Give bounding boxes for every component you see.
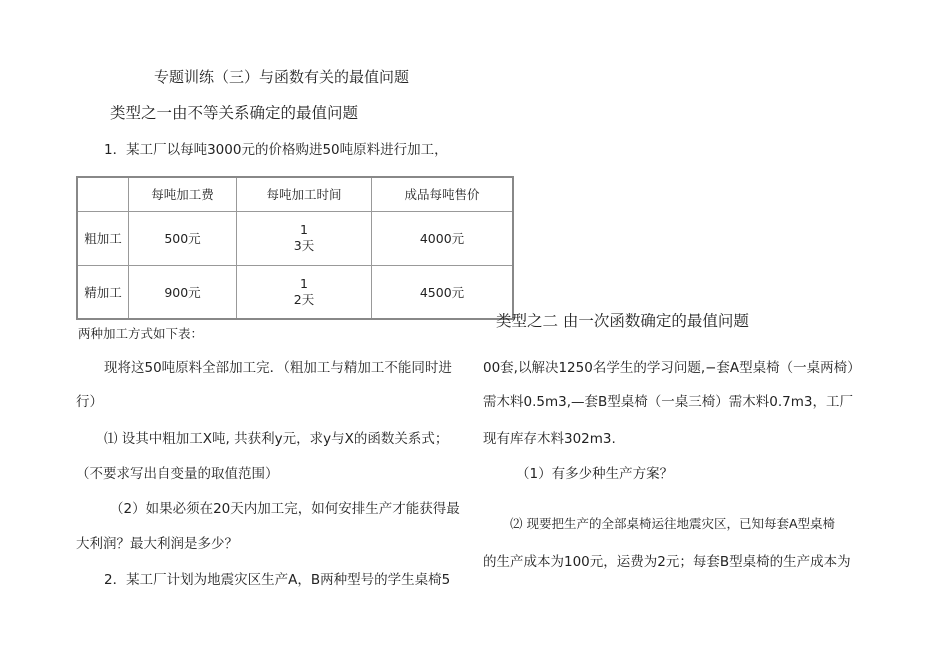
processing-table (76, 176, 514, 320)
table-cell-price: 4000元 (372, 211, 514, 265)
problem2-question2-line: ⑵ 现要把生产的全部桌椅运往地震灾区，已知每套A型桌椅 (510, 516, 836, 531)
table-header-row (77, 177, 513, 211)
section1-heading: 类型之一由不等关系确定的最值问题 (110, 104, 359, 122)
table-cell-fee: 500元 (129, 211, 237, 265)
question1-line: ⑴ 设其中粗加工X吨, 共获利y元，求y与X的函数关系式； (104, 431, 449, 447)
fraction-numerator: 1 (300, 222, 308, 237)
table-cell-time (237, 265, 372, 319)
question2-line: （2）如果必须在20天内加工完，如何安排生产才能获得最 (110, 501, 460, 517)
problem2-text-line: 2．某工厂计划为地震灾区生产A，B两种型号的学生桌椅5 (104, 572, 451, 588)
fraction (294, 276, 314, 308)
fraction-denominator: 2天 (293, 291, 315, 307)
table-row (77, 265, 513, 319)
table-header-cell (77, 177, 129, 211)
table-cell-time (237, 211, 372, 265)
section2-heading: 类型之二 由一次函数确定的最值问题 (496, 312, 749, 330)
table-caption: 两种加工方式如下表： (78, 326, 204, 341)
table-cell-fee: 900元 (129, 265, 237, 319)
table-cell-price: 4500元 (372, 265, 514, 319)
problem1-text-line: 现将这50吨原料全部加工完．（粗加工与精加工不能同时进 (104, 360, 452, 376)
problem2-text-line: 需木料0.5m3,—套B型桌椅（一桌三椅）需木料0.7m3，工厂 (483, 394, 853, 410)
problem2-question1: （1）有多少种生产方案？ (516, 466, 674, 482)
problem1-text-line: 行） (76, 394, 103, 410)
question1-line: （不要求写出自变量的取值范围） (76, 466, 279, 482)
problem2-text-line: 现有库存木料302m3. (483, 431, 616, 447)
table-cell-method: 粗加工 (77, 211, 129, 265)
table-cell-method: 精加工 (77, 265, 129, 319)
fraction-denominator: 3天 (293, 238, 315, 253)
fraction (294, 222, 314, 254)
table-header-cell: 成品每吨售价 (372, 177, 514, 211)
problem1-intro: 1．某工厂以每吨3000元的价格购进50吨原料进行加工， (104, 142, 448, 158)
table-header-cell: 每吨加工费 (129, 177, 237, 211)
page-title: 专题训练（三）与函数有关的最值问题 (154, 68, 410, 86)
problem2-question2-line: 的生产成本为100元，运费为2元；每套B型桌椅的生产成本为 (483, 554, 851, 570)
problem2-text-line: 00套,以解决1250名学生的学习问题,−套A型桌椅（一桌两椅） (483, 360, 861, 376)
table-header-cell: 每吨加工时间 (237, 177, 372, 211)
fraction-numerator: 1 (300, 275, 308, 291)
table-row (77, 211, 513, 265)
question2-line: 大利润？最大利润是多少？ (76, 536, 238, 552)
